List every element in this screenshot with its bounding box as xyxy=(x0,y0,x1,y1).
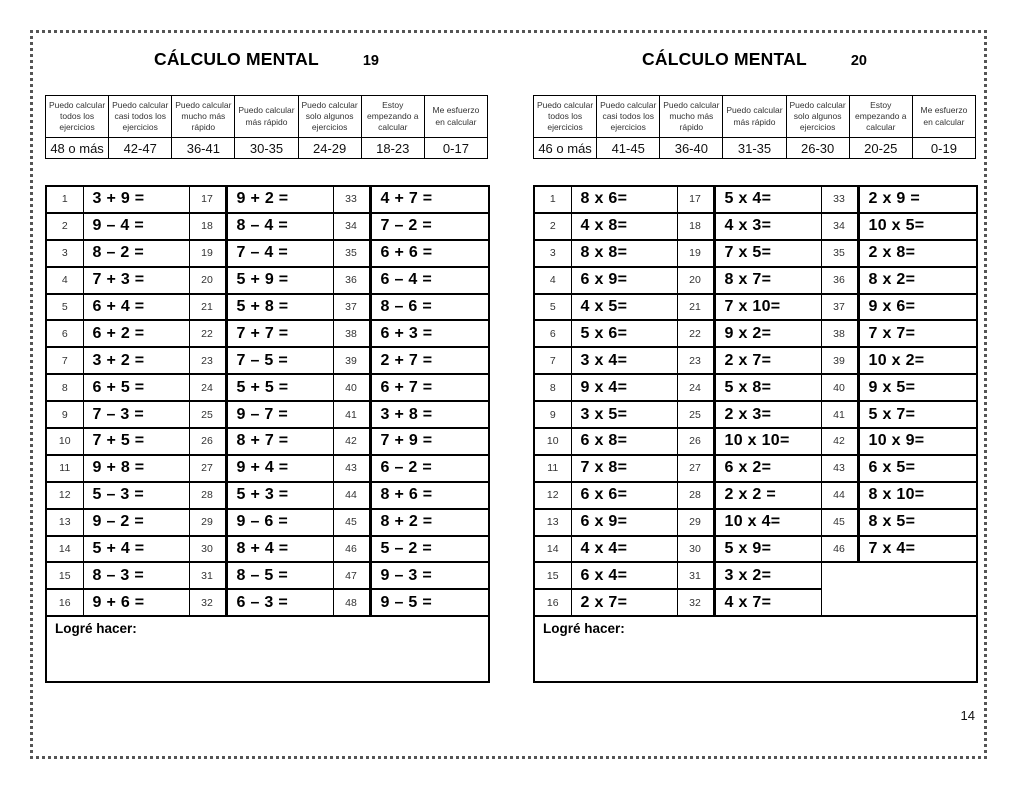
exercise-number: 3 xyxy=(534,240,571,267)
rubric-header-cell: Estoy empezando a calcular xyxy=(361,96,424,138)
exercise-number: 3 xyxy=(46,240,83,267)
exercise-expression: 3 + 2 = xyxy=(83,347,189,374)
exercise-number: 25 xyxy=(189,401,226,428)
rubric-value-cell: 26-30 xyxy=(786,138,849,159)
exercise-expression: 8 x 2= xyxy=(858,267,977,294)
rubric-header-cell: Estoy empezando a calcular xyxy=(849,96,912,138)
exercise-number: 35 xyxy=(821,240,858,267)
exercise-expression: 8 + 4 = xyxy=(226,536,333,563)
exercise-expression: 10 x 2= xyxy=(858,347,977,374)
exercise-expression: 7 x 10= xyxy=(714,294,821,321)
exercise-number: 30 xyxy=(677,536,714,563)
exercise-number: 6 xyxy=(46,320,83,347)
exercise-expression: 8 + 7 = xyxy=(226,428,333,455)
rubric-value-cell: 0-19 xyxy=(912,138,975,159)
exercise-number: 46 xyxy=(333,536,370,563)
exercise-expression: 4 x 8= xyxy=(571,213,677,240)
exercise-number: 23 xyxy=(677,347,714,374)
exercise-expression: 7 – 5 = xyxy=(226,347,333,374)
exercise-row xyxy=(46,455,489,482)
exercise-number: 19 xyxy=(189,240,226,267)
rubric-value-cell: 18-23 xyxy=(361,138,424,159)
exercise-number: 2 xyxy=(534,213,571,240)
exercise-expression: 10 x 10= xyxy=(714,428,821,455)
exercise-number: 38 xyxy=(333,320,370,347)
exercise-number: 24 xyxy=(677,374,714,401)
rubric-value-cell: 20-25 xyxy=(849,138,912,159)
exercise-number: 27 xyxy=(189,455,226,482)
rubric-value-cell: 46 o más xyxy=(534,138,597,159)
exercise-number: 45 xyxy=(333,509,370,536)
worksheet-19-title-row xyxy=(45,48,488,70)
exercise-number: 21 xyxy=(677,294,714,321)
exercise-number: 39 xyxy=(821,347,858,374)
exercise-number: 13 xyxy=(534,509,571,536)
exercise-number: 12 xyxy=(534,482,571,509)
exercise-row xyxy=(534,347,977,374)
exercise-number: 2 xyxy=(46,213,83,240)
exercise-number: 13 xyxy=(46,509,83,536)
rubric-header-cell: Puedo calcular mucho más rápido xyxy=(660,96,723,138)
exercise-number: 33 xyxy=(333,186,370,213)
rubric-header-cell: Puedo calcular más rápido xyxy=(723,96,786,138)
exercise-expression: 6 + 2 = xyxy=(83,320,189,347)
exercise-row xyxy=(46,509,489,536)
exercise-row xyxy=(534,240,977,267)
rubric-header-cell: Puedo calcular todos los ejercicios xyxy=(46,96,109,138)
exercise-row xyxy=(534,186,977,213)
exercise-number: 20 xyxy=(677,267,714,294)
exercise-number: 10 xyxy=(46,428,83,455)
exercise-number: 16 xyxy=(46,589,83,616)
exercise-expression: 3 + 8 = xyxy=(370,401,489,428)
rubric-value-cell: 36-40 xyxy=(660,138,723,159)
exercise-number: 23 xyxy=(189,347,226,374)
exercise-number: 41 xyxy=(333,401,370,428)
footer-label: Logré hacer: xyxy=(534,616,977,682)
exercise-expression: 4 x 3= xyxy=(714,213,821,240)
exercise-expression: 5 + 5 = xyxy=(226,374,333,401)
exercise-expression: 9 – 3 = xyxy=(370,562,489,589)
exercise-number: 37 xyxy=(333,294,370,321)
exercise-number: 11 xyxy=(46,455,83,482)
exercise-row xyxy=(46,294,489,321)
exercise-expression: 8 + 2 = xyxy=(370,509,489,536)
exercise-expression: 6 x 5= xyxy=(858,455,977,482)
exercise-expression: 9 x 5= xyxy=(858,374,977,401)
exercise-number: 32 xyxy=(677,589,714,616)
exercise-expression: 3 + 9 = xyxy=(83,186,189,213)
exercise-expression: 4 x 7= xyxy=(714,589,821,616)
exercise-expression: 5 – 2 = xyxy=(370,536,489,563)
rubric-header-cell: Puedo calcular solo algunos ejercicios xyxy=(298,96,361,138)
exercise-expression: 8 x 5= xyxy=(858,509,977,536)
exercise-number: 43 xyxy=(333,455,370,482)
rubric-value-cell: 42-47 xyxy=(109,138,172,159)
exercise-expression: 5 + 8 = xyxy=(226,294,333,321)
exercise-expression: 9 – 2 = xyxy=(83,509,189,536)
exercise-expression: 2 x 2 = xyxy=(714,482,821,509)
exercise-expression: 6 x 6= xyxy=(571,482,677,509)
exercise-expression: 4 + 7 = xyxy=(370,186,489,213)
exercise-number: 5 xyxy=(46,294,83,321)
footer-row xyxy=(46,616,489,682)
exercise-expression: 9 – 7 = xyxy=(226,401,333,428)
exercise-expression: 10 x 5= xyxy=(858,213,977,240)
exercise-number: 20 xyxy=(189,267,226,294)
rubric-value-cell: 24-29 xyxy=(298,138,361,159)
exercise-expression: 8 x 8= xyxy=(571,240,677,267)
exercise-number: 36 xyxy=(821,267,858,294)
exercise-expression: 6 x 8= xyxy=(571,428,677,455)
exercise-expression: 6 + 3 = xyxy=(370,320,489,347)
exercise-number: 42 xyxy=(333,428,370,455)
rubric-header-cell: Puedo calcular casi todos los ejercicios xyxy=(109,96,172,138)
exercise-number: 24 xyxy=(189,374,226,401)
empty-cell xyxy=(821,562,977,616)
exercise-expression: 5 + 9 = xyxy=(226,267,333,294)
page-title: CÁLCULO MENTAL xyxy=(154,49,319,69)
exercise-number: 28 xyxy=(189,482,226,509)
exercise-expression: 7 – 2 = xyxy=(370,213,489,240)
exercise-expression: 3 x 4= xyxy=(571,347,677,374)
exercise-number: 18 xyxy=(189,213,226,240)
exercise-expression: 6 x 4= xyxy=(571,562,677,589)
exercise-row xyxy=(46,482,489,509)
worksheet-number: 19 xyxy=(362,53,379,69)
exercise-number: 17 xyxy=(189,186,226,213)
exercise-expression: 2 x 7= xyxy=(571,589,677,616)
rubric-header-row xyxy=(534,96,976,138)
exercise-expression: 8 – 2 = xyxy=(83,240,189,267)
exercise-row xyxy=(46,589,489,616)
exercise-expression: 9 + 2 = xyxy=(226,186,333,213)
exercise-number: 34 xyxy=(333,213,370,240)
exercise-expression: 4 x 5= xyxy=(571,294,677,321)
exercise-expression: 9 – 4 = xyxy=(83,213,189,240)
exercise-number: 4 xyxy=(46,267,83,294)
exercise-expression: 7 + 9 = xyxy=(370,428,489,455)
exercise-row xyxy=(46,213,489,240)
exercise-number: 18 xyxy=(677,213,714,240)
worksheet-19 xyxy=(45,48,488,683)
footer-label: Logré hacer: xyxy=(46,616,489,682)
rubric-header-cell: Me esfuerzo en calcular xyxy=(424,96,487,138)
exercise-number: 29 xyxy=(189,509,226,536)
rubric-header-cell: Puedo calcular solo algunos ejercicios xyxy=(786,96,849,138)
exercise-expression: 9 x 4= xyxy=(571,374,677,401)
exercise-number: 33 xyxy=(821,186,858,213)
exercise-number: 11 xyxy=(534,455,571,482)
exercise-number: 7 xyxy=(534,347,571,374)
exercise-number: 27 xyxy=(677,455,714,482)
exercise-expression: 6 – 3 = xyxy=(226,589,333,616)
rubric-value-row xyxy=(534,138,976,159)
exercise-tbody xyxy=(46,186,489,682)
exercise-expression: 10 x 4= xyxy=(714,509,821,536)
exercise-expression: 7 x 5= xyxy=(714,240,821,267)
exercise-number: 22 xyxy=(189,320,226,347)
exercise-row xyxy=(534,428,977,455)
exercise-number: 6 xyxy=(534,320,571,347)
exercise-row xyxy=(46,401,489,428)
exercise-expression: 7 x 8= xyxy=(571,455,677,482)
exercise-row xyxy=(534,213,977,240)
exercise-number: 15 xyxy=(46,562,83,589)
rubric-table xyxy=(45,95,488,159)
exercise-expression: 8 x 7= xyxy=(714,267,821,294)
exercise-expression: 2 x 8= xyxy=(858,240,977,267)
exercise-row xyxy=(534,294,977,321)
worksheet-number: 20 xyxy=(850,53,867,69)
exercise-number: 44 xyxy=(333,482,370,509)
exercise-expression: 6 – 4 = xyxy=(370,267,489,294)
exercise-expression: 5 + 3 = xyxy=(226,482,333,509)
exercise-expression: 4 x 4= xyxy=(571,536,677,563)
exercise-expression: 8 – 6 = xyxy=(370,294,489,321)
exercise-expression: 2 x 9 = xyxy=(858,186,977,213)
exercise-row xyxy=(534,536,977,563)
exercise-number: 14 xyxy=(46,536,83,563)
exercise-expression: 9 – 6 = xyxy=(226,509,333,536)
exercise-number: 10 xyxy=(534,428,571,455)
exercise-expression: 6 + 6 = xyxy=(370,240,489,267)
exercise-expression: 5 x 8= xyxy=(714,374,821,401)
exercise-expression: 6 x 9= xyxy=(571,509,677,536)
exercise-number: 7 xyxy=(46,347,83,374)
exercise-number: 35 xyxy=(333,240,370,267)
exercise-expression: 8 – 4 = xyxy=(226,213,333,240)
exercise-number: 30 xyxy=(189,536,226,563)
exercise-number: 4 xyxy=(534,267,571,294)
page-title: CÁLCULO MENTAL xyxy=(642,49,807,69)
exercise-expression: 8 – 3 = xyxy=(83,562,189,589)
exercise-expression: 8 + 6 = xyxy=(370,482,489,509)
exercise-number: 41 xyxy=(821,401,858,428)
exercise-number: 25 xyxy=(677,401,714,428)
exercise-number: 31 xyxy=(189,562,226,589)
rubric-table xyxy=(533,95,976,159)
rubric-value-cell: 31-35 xyxy=(723,138,786,159)
exercise-number: 19 xyxy=(677,240,714,267)
exercise-expression: 6 – 2 = xyxy=(370,455,489,482)
rubric-header-cell: Puedo calcular casi todos los ejercicios xyxy=(597,96,660,138)
exercise-row xyxy=(46,320,489,347)
exercise-expression: 3 x 2= xyxy=(714,562,821,589)
exercise-row xyxy=(46,374,489,401)
exercise-expression: 9 x 2= xyxy=(714,320,821,347)
exercises-table xyxy=(45,185,490,683)
exercise-number: 44 xyxy=(821,482,858,509)
exercise-row xyxy=(46,240,489,267)
exercise-expression: 6 x 2= xyxy=(714,455,821,482)
exercise-tbody xyxy=(534,186,977,682)
exercise-number: 47 xyxy=(333,562,370,589)
footer-row xyxy=(534,616,977,682)
exercise-expression: 2 + 7 = xyxy=(370,347,489,374)
worksheet-20 xyxy=(533,48,976,683)
exercise-number: 26 xyxy=(677,428,714,455)
exercise-number: 5 xyxy=(534,294,571,321)
exercise-expression: 9 + 8 = xyxy=(83,455,189,482)
rubric-value-row xyxy=(46,138,488,159)
exercise-expression: 7 – 4 = xyxy=(226,240,333,267)
exercise-expression: 5 x 7= xyxy=(858,401,977,428)
exercise-row xyxy=(534,509,977,536)
exercise-number: 9 xyxy=(534,401,571,428)
rubric-value-cell: 30-35 xyxy=(235,138,298,159)
exercise-number: 45 xyxy=(821,509,858,536)
exercise-expression: 5 x 6= xyxy=(571,320,677,347)
exercise-row xyxy=(534,482,977,509)
exercise-row xyxy=(534,267,977,294)
exercise-number: 36 xyxy=(333,267,370,294)
exercise-expression: 9 + 6 = xyxy=(83,589,189,616)
rubric-header-cell: Me esfuerzo en calcular xyxy=(912,96,975,138)
exercise-number: 15 xyxy=(534,562,571,589)
exercise-row xyxy=(534,401,977,428)
exercise-number: 16 xyxy=(534,589,571,616)
exercise-number: 38 xyxy=(821,320,858,347)
exercise-expression: 7 + 7 = xyxy=(226,320,333,347)
exercise-number: 31 xyxy=(677,562,714,589)
exercise-number: 29 xyxy=(677,509,714,536)
exercise-row xyxy=(46,347,489,374)
exercise-expression: 8 x 6= xyxy=(571,186,677,213)
exercise-row xyxy=(46,186,489,213)
exercise-expression: 8 x 10= xyxy=(858,482,977,509)
exercise-number: 14 xyxy=(534,536,571,563)
exercise-number: 34 xyxy=(821,213,858,240)
exercise-expression: 5 x 4= xyxy=(714,186,821,213)
exercise-number: 39 xyxy=(333,347,370,374)
exercise-row xyxy=(534,320,977,347)
exercise-row xyxy=(46,562,489,589)
exercise-number: 32 xyxy=(189,589,226,616)
exercise-expression: 6 x 9= xyxy=(571,267,677,294)
exercise-number: 40 xyxy=(821,374,858,401)
exercise-expression: 10 x 9= xyxy=(858,428,977,455)
exercise-number: 8 xyxy=(46,374,83,401)
exercise-number: 43 xyxy=(821,455,858,482)
page-number: 14 xyxy=(960,708,975,723)
exercise-row xyxy=(534,455,977,482)
exercise-expression: 9 + 4 = xyxy=(226,455,333,482)
rubric-header-cell: Puedo calcular todos los ejercicios xyxy=(534,96,597,138)
exercise-expression: 6 + 4 = xyxy=(83,294,189,321)
exercise-expression: 7 x 4= xyxy=(858,536,977,563)
worksheet-20-title-row xyxy=(533,48,976,70)
exercise-expression: 5 – 3 = xyxy=(83,482,189,509)
rubric-header-cell: Puedo calcular más rápido xyxy=(235,96,298,138)
exercise-number: 46 xyxy=(821,536,858,563)
exercise-expression: 7 + 5 = xyxy=(83,428,189,455)
exercise-number: 8 xyxy=(534,374,571,401)
exercise-number: 42 xyxy=(821,428,858,455)
exercise-number: 22 xyxy=(677,320,714,347)
rubric-value-cell: 36-41 xyxy=(172,138,235,159)
rubric-header-cell: Puedo calcular mucho más rápido xyxy=(172,96,235,138)
exercise-expression: 6 + 5 = xyxy=(83,374,189,401)
exercise-number: 17 xyxy=(677,186,714,213)
exercise-row xyxy=(46,536,489,563)
exercise-expression: 8 – 5 = xyxy=(226,562,333,589)
rubric-value-cell: 48 o más xyxy=(46,138,109,159)
exercise-number: 48 xyxy=(333,589,370,616)
exercise-number: 9 xyxy=(46,401,83,428)
exercises-table xyxy=(533,185,978,683)
exercise-number: 1 xyxy=(46,186,83,213)
exercise-expression: 2 x 3= xyxy=(714,401,821,428)
exercise-expression: 7 + 3 = xyxy=(83,267,189,294)
exercise-row xyxy=(46,428,489,455)
exercise-number: 1 xyxy=(534,186,571,213)
rubric-header-row xyxy=(46,96,488,138)
exercise-number: 26 xyxy=(189,428,226,455)
rubric-value-cell: 41-45 xyxy=(597,138,660,159)
exercise-expression: 2 x 7= xyxy=(714,347,821,374)
rubric-value-cell: 0-17 xyxy=(424,138,487,159)
exercise-row xyxy=(534,374,977,401)
exercise-expression: 9 x 6= xyxy=(858,294,977,321)
exercise-number: 40 xyxy=(333,374,370,401)
exercise-number: 37 xyxy=(821,294,858,321)
exercise-row xyxy=(46,267,489,294)
exercise-expression: 5 x 9= xyxy=(714,536,821,563)
exercise-expression: 7 – 3 = xyxy=(83,401,189,428)
exercise-expression: 9 – 5 = xyxy=(370,589,489,616)
exercise-row xyxy=(534,562,977,589)
exercise-number: 28 xyxy=(677,482,714,509)
exercise-number: 21 xyxy=(189,294,226,321)
exercise-expression: 7 x 7= xyxy=(858,320,977,347)
exercise-expression: 5 + 4 = xyxy=(83,536,189,563)
exercise-expression: 3 x 5= xyxy=(571,401,677,428)
exercise-expression: 6 + 7 = xyxy=(370,374,489,401)
exercise-number: 12 xyxy=(46,482,83,509)
